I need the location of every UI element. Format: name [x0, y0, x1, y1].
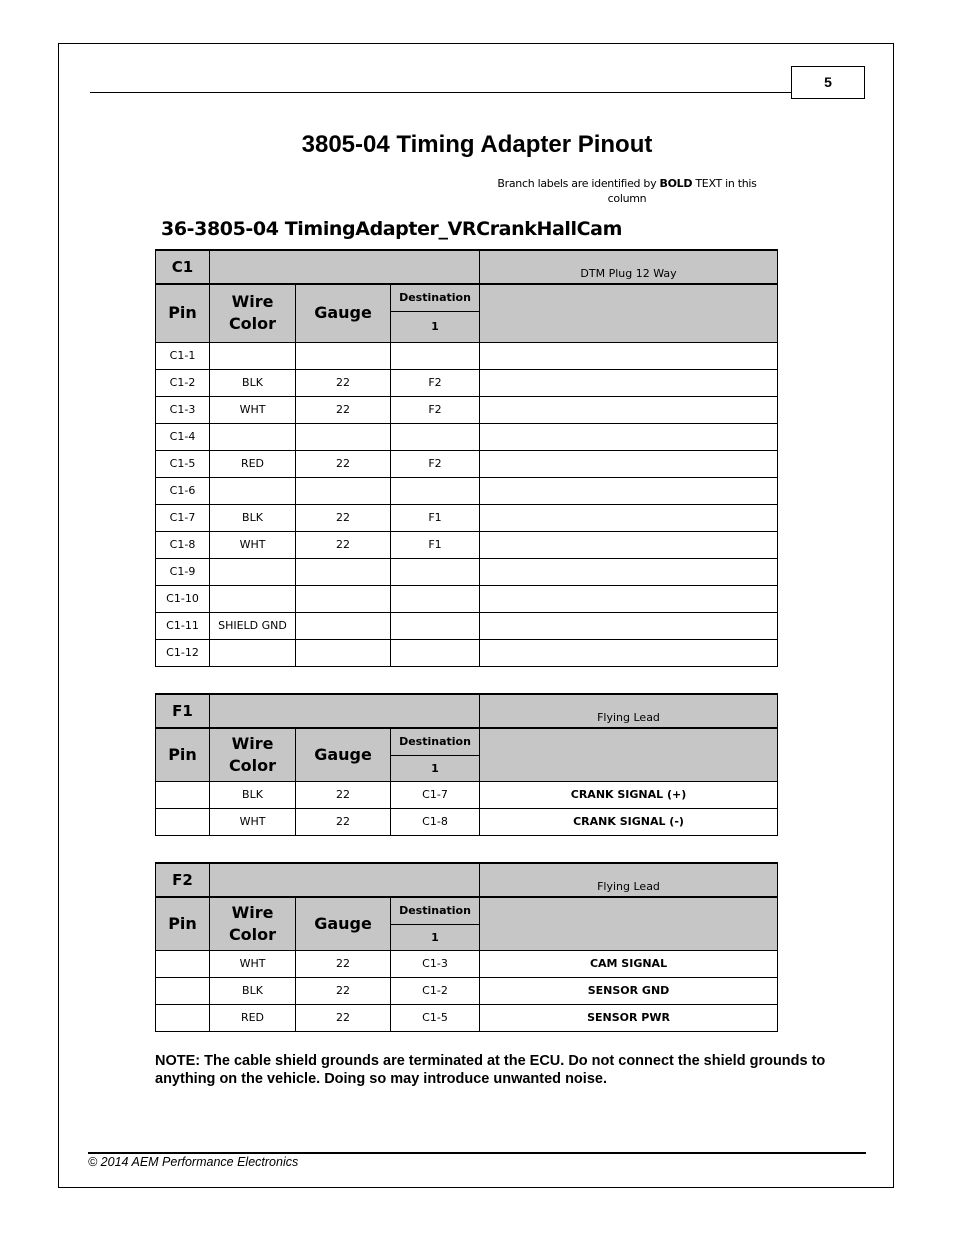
- table-row: [156, 504, 778, 531]
- pinout-table-c1: [155, 249, 778, 667]
- destination-cell: C1-3: [391, 950, 480, 977]
- destination-cell: [391, 342, 480, 369]
- gauge-cell: 22: [296, 531, 391, 558]
- wire-color-cell: WHT: [210, 531, 296, 558]
- wire-color-cell: [210, 423, 296, 450]
- destination-number-header: 1: [391, 311, 480, 342]
- table-row: [156, 977, 778, 1004]
- destination-header: Destination: [391, 284, 480, 311]
- gauge-cell: [296, 639, 391, 666]
- destination-cell: F2: [391, 396, 480, 423]
- table-row: [156, 612, 778, 639]
- destination-cell: F2: [391, 369, 480, 396]
- pin-cell: C1-1: [156, 342, 210, 369]
- branch-label-cell: [480, 612, 778, 639]
- gauge-cell: 22: [296, 396, 391, 423]
- destination-cell: [391, 585, 480, 612]
- pinout-table-f2: [155, 862, 778, 1032]
- branch-label-cell: CRANK SIGNAL (-): [480, 808, 778, 835]
- wire-color-cell: [210, 639, 296, 666]
- gauge-cell: [296, 477, 391, 504]
- gauge-header: Gauge: [296, 284, 391, 342]
- gauge-cell: 22: [296, 808, 391, 835]
- destination-cell: [391, 423, 480, 450]
- destination-header: Destination: [391, 897, 480, 924]
- connector-description: Flying Lead: [480, 863, 778, 897]
- wire-color-header: Wire Color: [210, 728, 296, 781]
- table-row: [156, 369, 778, 396]
- destination-number-header: 1: [391, 755, 480, 781]
- branch-note: [488, 176, 766, 206]
- branch-label-cell: [480, 342, 778, 369]
- gauge-cell: [296, 342, 391, 369]
- destination-cell: [391, 558, 480, 585]
- table-row: [156, 423, 778, 450]
- connector-spacer: [210, 694, 480, 728]
- gauge-cell: [296, 585, 391, 612]
- pin-header: Pin: [156, 897, 210, 950]
- pin-cell: C1-3: [156, 396, 210, 423]
- table-row: [156, 950, 778, 977]
- branch-label-cell: [480, 423, 778, 450]
- destination-cell: C1-8: [391, 808, 480, 835]
- branch-note-text-end: TEXT in this column: [607, 177, 757, 205]
- footer-rule: [88, 1152, 866, 1154]
- table-row: [156, 585, 778, 612]
- destination-cell: C1-2: [391, 977, 480, 1004]
- destination-cell: C1-7: [391, 781, 480, 808]
- destination-cell: C1-5: [391, 1004, 480, 1031]
- pin-cell: C1-11: [156, 612, 210, 639]
- gauge-header: Gauge: [296, 728, 391, 781]
- branch-label-cell: [480, 396, 778, 423]
- wire-color-cell: SHIELD GND: [210, 612, 296, 639]
- label-header: [480, 897, 778, 950]
- gauge-cell: [296, 612, 391, 639]
- wire-color-header: Wire Color: [210, 284, 296, 342]
- connector-description: Flying Lead: [480, 694, 778, 728]
- wire-color-cell: BLK: [210, 977, 296, 1004]
- pin-cell: C1-5: [156, 450, 210, 477]
- wire-color-cell: [210, 558, 296, 585]
- branch-label-cell: CRANK SIGNAL (+): [480, 781, 778, 808]
- gauge-cell: 22: [296, 977, 391, 1004]
- section-title: 36-3805-04 TimingAdapter_VRCrankHallCam: [161, 218, 622, 240]
- pin-cell: C1-7: [156, 504, 210, 531]
- pin-cell: [156, 781, 210, 808]
- wire-color-cell: [210, 585, 296, 612]
- branch-label-cell: [480, 585, 778, 612]
- gauge-cell: [296, 423, 391, 450]
- table-row: [156, 342, 778, 369]
- wire-color-cell: RED: [210, 450, 296, 477]
- pin-cell: C1-6: [156, 477, 210, 504]
- column-header-row: [156, 284, 778, 311]
- column-header-row: [156, 728, 778, 755]
- connector-id: C1: [156, 250, 210, 284]
- pin-header: Pin: [156, 728, 210, 781]
- branch-label-cell: [480, 477, 778, 504]
- gauge-cell: 22: [296, 1004, 391, 1031]
- wire-color-cell: WHT: [210, 950, 296, 977]
- destination-header: Destination: [391, 728, 480, 755]
- destination-cell: F2: [391, 450, 480, 477]
- pin-cell: C1-12: [156, 639, 210, 666]
- pin-cell: C1-9: [156, 558, 210, 585]
- pin-cell: [156, 808, 210, 835]
- branch-note-text: Branch labels are identified by: [497, 177, 660, 190]
- destination-cell: F1: [391, 504, 480, 531]
- table-row: [156, 396, 778, 423]
- pin-cell: [156, 1004, 210, 1031]
- destination-cell: [391, 639, 480, 666]
- column-header-row: [156, 897, 778, 924]
- label-header: [480, 284, 778, 342]
- branch-label-cell: CAM SIGNAL: [480, 950, 778, 977]
- pin-cell: [156, 950, 210, 977]
- pin-cell: C1-10: [156, 585, 210, 612]
- wire-color-cell: WHT: [210, 808, 296, 835]
- gauge-cell: [296, 558, 391, 585]
- shield-ground-note: NOTE: The cable shield grounds are terminated at the ECU. Do not connect the shield grounds to anything on the vehicle. Doing so may introduce unwanted noise.: [155, 1053, 826, 1087]
- table-row: [156, 1004, 778, 1031]
- table-row: [156, 558, 778, 585]
- pin-header: Pin: [156, 284, 210, 342]
- table-row: [156, 477, 778, 504]
- pin-cell: C1-4: [156, 423, 210, 450]
- label-header: [480, 728, 778, 781]
- wire-color-cell: [210, 342, 296, 369]
- pinout-table-f1: [155, 693, 778, 836]
- branch-label-cell: [480, 558, 778, 585]
- connector-spacer: [210, 863, 480, 897]
- page-title: 3805-04 Timing Adapter Pinout: [301, 131, 653, 158]
- connector-spacer: [210, 250, 480, 284]
- wire-color-cell: BLK: [210, 781, 296, 808]
- destination-number-header: 1: [391, 924, 480, 950]
- gauge-header: Gauge: [296, 897, 391, 950]
- gauge-cell: 22: [296, 504, 391, 531]
- gauge-cell: 22: [296, 450, 391, 477]
- footer-copyright: © 2014 AEM Performance Electronics: [88, 1155, 299, 1169]
- table-row: [156, 808, 778, 835]
- branch-label-cell: [480, 639, 778, 666]
- connector-description: DTM Plug 12 Way: [480, 250, 778, 284]
- wire-color-cell: WHT: [210, 396, 296, 423]
- connector-id: F1: [156, 694, 210, 728]
- table-row: [156, 531, 778, 558]
- branch-label-cell: SENSOR GND: [480, 977, 778, 1004]
- branch-label-cell: SENSOR PWR: [480, 1004, 778, 1031]
- table-row: [156, 639, 778, 666]
- branch-label-cell: [480, 450, 778, 477]
- branch-label-cell: [480, 504, 778, 531]
- wire-color-cell: [210, 477, 296, 504]
- connector-id: F2: [156, 863, 210, 897]
- gauge-cell: 22: [296, 781, 391, 808]
- destination-cell: F1: [391, 531, 480, 558]
- connector-header-row: [156, 250, 778, 284]
- wire-color-cell: RED: [210, 1004, 296, 1031]
- table-row: [156, 781, 778, 808]
- branch-label-cell: [480, 531, 778, 558]
- wire-color-header: Wire Color: [210, 897, 296, 950]
- gauge-cell: 22: [296, 950, 391, 977]
- pin-cell: C1-2: [156, 369, 210, 396]
- destination-cell: [391, 612, 480, 639]
- branch-label-cell: [480, 369, 778, 396]
- gauge-cell: 22: [296, 369, 391, 396]
- connector-header-row: [156, 863, 778, 897]
- branch-note-bold: BOLD: [659, 177, 693, 190]
- table-row: [156, 450, 778, 477]
- destination-cell: [391, 477, 480, 504]
- pin-cell: C1-8: [156, 531, 210, 558]
- wire-color-cell: BLK: [210, 504, 296, 531]
- pin-cell: [156, 977, 210, 1004]
- connector-header-row: [156, 694, 778, 728]
- page-number: 5: [791, 66, 865, 99]
- wire-color-cell: BLK: [210, 369, 296, 396]
- header-rule: [90, 92, 792, 93]
